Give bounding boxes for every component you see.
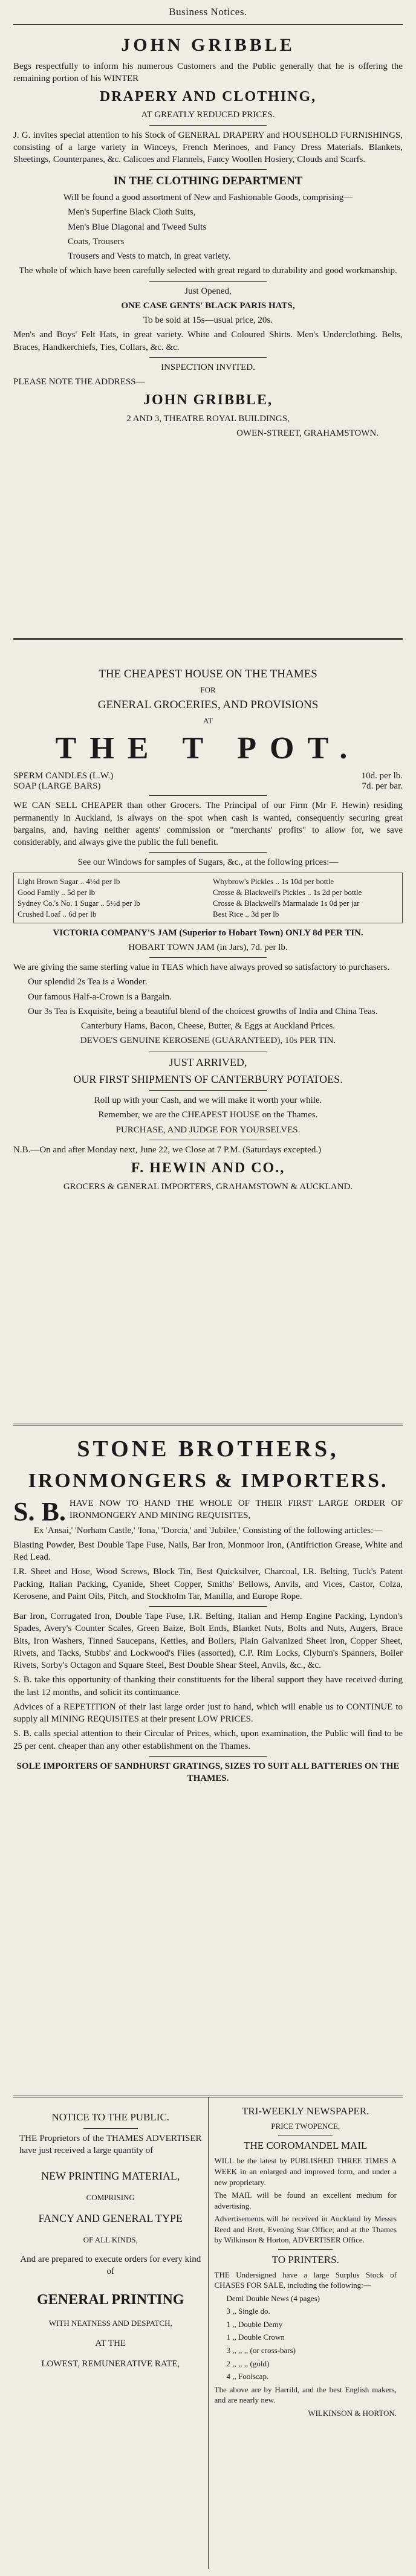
tri-name: THE COROMANDEL MAIL [244,2140,368,2152]
gribble-item: Men's Superfine Black Cloth Suits, [68,207,196,218]
teapot-p2: We are giving the same sterling value in TEAS which have always proved so satisfactory to purchasers. [13,963,390,973]
tea-item: Our 3s Tea is Exquisite, being a beautiful blend of the choicest growths of India and China Teas. [28,1006,378,1016]
tri-column [208,2097,403,2569]
teapot-remember: Remember, we are the CHEAPEST HOUSE on the Thames. [98,1110,318,1120]
gribble-ad [13,25,403,640]
divider [149,795,266,796]
notice-at: AT THE [95,2338,126,2348]
notice-title: NOTICE TO THE PUBLIC. [51,2111,170,2123]
tri-title: TRI-WEEKLY NEWSPAPER. [242,2105,369,2117]
price-cell: Good Family .. 5d per lb [18,887,96,897]
teapot-see: See our Windows for samples of Sugars, &c., at the following prices:— [77,857,339,868]
printers-p4: THE Undersigned have a large Surplus Stock of CHASES FOR SALE, including the following:— [214,2270,397,2290]
teapot-sub: GENERAL GROCERIES, AND PROVISIONS [97,699,319,712]
notice-comprising: COMPRISING [86,2192,135,2202]
teapot-firm: F. HEWIN AND CO., [131,1160,285,1177]
stone-lead-block [13,1497,403,1527]
teapot-at: AT [203,715,213,725]
chase-item: 4 ,, Foolscap. [226,2372,269,2381]
gribble-clothing-head: IN THE CLOTHING DEPARTMENT [113,175,303,188]
chase-item: 3 ,, ,, ,, (or cross-bars) [226,2346,296,2355]
gribble-subhead: AT GREATLY REDUCED PRICES. [141,110,275,120]
divider [149,852,266,853]
gribble-p1: J. G. invites special attention to his Stock of GENERAL DRAPERY and HOUSEHOLD FURNISHINGS, consisting of a large variety in Winceys, French Merinoes, and Fancy Dress Materials. Blankets, Sheetings, Counterpanes, &c. Calicoes and Flannels, Fancy Woollen Hosiery, Clouds and Scarfs. [13,130,403,165]
printers-p5: The above are by Harrild, and the best English makers, and are nearly new. [214,2384,397,2405]
teapot-canterbury: Canterbury Hams, Bacon, Cheese, Butter, & Eggs at Auckland Prices. [80,1021,336,1031]
stone-p6: S. B. calls special attention to their Circular of Prices, which, upon examination, the Public will find to be 25 per cent. cheaper than any other establishment on the Thames. [13,1729,403,1751]
teapot-roll: Roll up with your Cash, and we will make it worth your while. [94,1096,322,1106]
gribble-address-1: 2 AND 3, THEATRE ROYAL BUILDINGS, [126,413,290,424]
page-header: Business Notices. [13,0,403,25]
notice-neat: WITH NEATNESS AND DESPATCH, [48,2319,172,2328]
candles-price: 10d. per lb. [361,771,403,781]
gribble-just: Just Opened, [184,286,232,296]
teapot-jam-1: VICTORIA COMPANY'S JAM (Superior to Hobart Town) ONLY 8d PER TIN. [53,928,363,938]
printers-title: TO PRINTERS. [271,2253,339,2265]
divider [149,1756,266,1757]
teapot-nb: N.B.—On and after Monday next, June 22, we Close at 7 P.M. (Saturdays excepted.) [13,1144,322,1155]
tea-item: Our splendid 2s Tea is a Wonder. [28,977,148,987]
divider [149,1090,266,1091]
price-cell: Crosse & Blackwell's Marmalade 1s 0d per jar [213,898,360,908]
stone-p4: S. B. take this opportunity of thanking their constituents for the liberal support they have received during the last 12 months, and solicit its continuance. [13,1675,403,1697]
notice-orders: And are prepared to execute orders for every kind of [20,2255,201,2277]
price-cell: Crushed Loaf .. 6d per lb [18,909,97,918]
divider [149,281,266,282]
teapot-name: THE T POT. [55,731,361,766]
stone-lead: HAVE NOW TO HAND THE WHOLE OF THEIR FIRST LARGE ORDER OF IRONMONGERY AND MINING REQUISITES, [69,1499,403,1521]
candles-label: SPERM CANDLES (L.W.) [13,771,114,781]
stone-p1: Blasting Powder, Best Double Tape Fuse, Nails, Bar Iron, Monmoor Iron, (Antifriction Grease, White and Red Lead. [13,1540,403,1563]
notice-kinds: OF ALL KINDS, [83,2235,138,2244]
printers-signature: WILKINSON & HORTON. [308,2408,397,2418]
stone-ad [13,1425,403,2097]
tea-item: Our famous Half-a-Crown is a Bargain. [28,992,172,1002]
teapot-firm-sub: GROCERS & GENERAL IMPORTERS, GRAHAMSTOWN & AUCKLAND. [63,1181,353,1192]
soap-row [13,781,403,792]
teapot-jam-2: HOBART TOWN JAM (in Jars), 7d. per lb. [128,942,288,952]
stone-footer: SOLE IMPORTERS OF SANDHURST GRATINGS, SIZES TO SUIT ALL BATTERIES ON THE THAMES. [16,1761,400,1784]
gribble-p2: Will be found a good assortment of New and Fashionable Goods, comprising— [63,193,353,203]
gribble-signature: JOHN GRIBBLE, [143,392,273,408]
stone-initials: S. B. [13,1497,66,1527]
divider [149,957,266,958]
price-cell: Light Brown Sugar .. 4½d per lb [18,876,120,886]
gribble-p3: The whole of which have been carefully selected with great regard to durability and good workmanship. [19,266,397,276]
divider [149,357,266,358]
teapot-devoe: DEVOE'S GENUINE KEROSENE (GUARANTEED), 10s PER TIN. [80,1036,336,1046]
gribble-intro: Begs respectfully to inform his numerous Customers and the Public generally that he is offering the remaining portion of his WINTER [13,61,403,83]
divider [83,2128,138,2129]
gribble-hats2: To be sold at 15s—usual price, 20s. [143,315,273,326]
divider [278,2249,333,2250]
price-cell: Whybrow's Pickles .. 1s 10d per bottle [213,876,334,886]
tri-p2: The MAIL will be found an excellent medium for advertising. [214,2190,397,2210]
notice-p1: THE Proprietors of the THAMES ADVERTISER have just received a large quantity of [19,2133,202,2156]
notice-lowest: LOWEST, REMUNERATIVE RATE, [41,2358,180,2369]
stone-ships: Ex 'Ansai,' 'Norham Castle,' 'Iona,' 'Dorcia,' and 'Jubilee,' Consisting of the following articles:— [33,1525,383,1535]
divider [149,1606,266,1607]
chase-item: 1 ,, Double Demy [226,2319,283,2329]
chase-item: Demi Double News (4 pages) [226,2293,320,2303]
notice-general: GENERAL PRINTING [37,2291,184,2308]
sugar-price-table [13,873,403,923]
gribble-address-2: OWEN-STREET, GRAHAMSTOWN. [236,428,379,438]
tri-price: PRICE TWOPENCE, [271,2121,340,2131]
teapot-ad [13,640,403,1425]
stone-p3: Bar Iron, Corrugated Iron, Double Tape Fuse, I.R. Belting, Italian and Hemp Engine Packing, Lyndon's Spades, Avery's Counter Scales, Green Baize, Bolt Ends, Blanket Nuts, Bolts and Nuts, Augers, Brace Bits, Iron Washers, Tinned Saucepans, Kettles, and Boilers, Plain Galvanized Sheet Iron, Copper Sheet, Rivets, and Tacks, Stubbs' and Lockwood's Files (assorted), C.P. Rim Locks, Clyburn's Spanners, Boiler Rivets, Sorby's Octagon and Square Steel, Best Double Shear Steel, Anvils, &c., &c. [13,1612,403,1671]
price-cell: Best Rice .. 3d per lb [213,909,279,918]
soap-label: SOAP (LARGE BARS) [13,781,101,792]
stone-title: STONE BROTHERS, [77,1436,339,1462]
teapot-potatoes: OUR FIRST SHIPMENTS OF CANTERBURY POTATOES. [73,1073,343,1085]
stone-p5: Advices of a REPETITION of their last large order just to hand, which will enable us to CONTINUE to supply all MINING REQUISITES at their present LOW PRICES. [13,1702,403,1725]
price-cell: Crosse & Blackwell's Pickles .. 1s 2d per bottle [213,887,362,897]
gribble-note: PLEASE NOTE THE ADDRESS— [13,377,145,387]
teapot-for: FOR [200,685,216,694]
tri-p3: Advertisements will be received in Auckland by Messrs Reed and Brett, Evening Star Office; and at the Thames by Wilkinson & Horton, ADVERTISER Office. [214,2214,397,2245]
chase-item: 1 ,, Double Crown [226,2332,285,2342]
soap-price: 7d. per bar. [362,781,403,792]
chase-item: 2 ,, ,, ,, (gold) [226,2358,270,2368]
gribble-inspection: INSPECTION INVITED. [161,362,255,372]
teapot-purchase: PURCHASE, AND JUDGE FOR YOURSELVES. [115,1125,301,1135]
teapot-arrived: JUST ARRIVED, [169,1056,247,1068]
gribble-headline: DRAPERY AND CLOTHING, [99,89,317,105]
gribble-hats: ONE CASE GENTS' BLACK PARIS HATS, [121,300,295,311]
divider [149,125,266,126]
notice-column [13,2097,208,2569]
bottom-columns [13,2097,403,2569]
divider [149,169,266,170]
tri-p1: WILL be the latest by PUBLISHED THREE TIMES A WEEK in an enlarged and improved form, and under a new proprietary. [214,2156,397,2187]
candles-row [13,771,403,781]
gribble-name: JOHN GRIBBLE [121,35,295,55]
teapot-p1: WE CAN SELL CHEAPER than other Grocers. The Principal of our Firm (Mr F. Hewin) residing permanently in Auckland, is always on the spot when cash is wanted, consequently securing great bargains, and, having neither agents' commission or "merchants' profits" to allow for, we save considerably, and always give the public the full benefit. [13,801,403,848]
notice-new: NEW PRINTING MATERIAL, [41,2170,180,2183]
stone-sub: IRONMONGERS & IMPORTERS. [28,1470,388,1493]
gribble-item: Coats, Trousers [68,236,125,247]
teapot-title: THE CHEAPEST HOUSE ON THE THAMES [99,668,317,680]
notice-fancy: FANCY AND GENERAL TYPE [38,2212,183,2225]
chase-item: 3 ,, Single do. [226,2306,270,2316]
gribble-p4: Men's and Boys' Felt Hats, in great variety. White and Coloured Shirts. Men's Underclothing. Belts, Braces, Handkerchiefs, Ties, Collars, &c. &c. [13,330,403,352]
gribble-item: Trousers and Vests to match, in great variety. [68,251,231,262]
price-cell: Sydney Co.'s No. 1 Sugar .. 5½d per lb [18,898,140,908]
stone-p2: I.R. Sheet and Hose, Wood Screws, Block Tin, Best Quicksilver, Charcoal, I.R. Belting, Tuck's Patent Packing, Italian Packing, Cyanide, Sheet Copper, Smiths' Bellows, Anvils, and Vices, Castor, Colza, Kerosene, and Paint Oils, Pitch, and Stockholm Tar, Manilla, and Europe Rope. [13,1567,403,1601]
gribble-item: Men's Blue Diagonal and Tweed Suits [68,222,207,232]
